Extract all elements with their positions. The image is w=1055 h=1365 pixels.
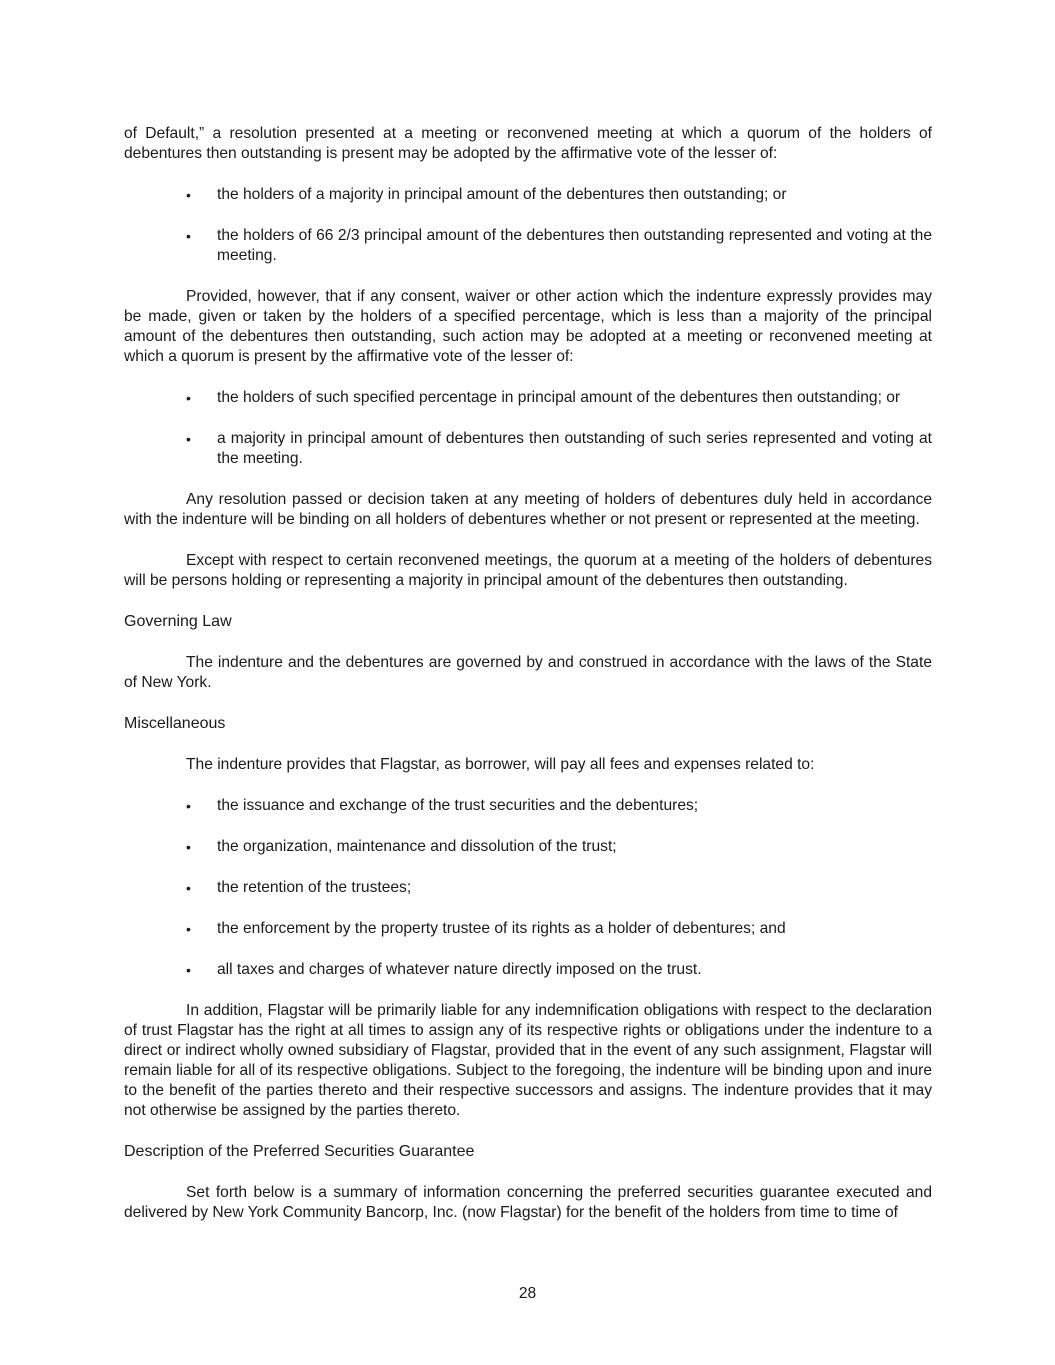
bullet-icon: • — [186, 228, 191, 244]
document-page — [124, 124, 932, 1223]
list-item: • the holders of such specified percentage in principal amount of the debentures then outstanding; or — [186, 389, 901, 406]
governing-law-heading: Governing Law — [124, 613, 232, 630]
bullet-icon: • — [186, 390, 191, 406]
miscellaneous-heading: Miscellaneous — [124, 715, 226, 732]
list-item: • the organization, maintenance and dissolution of the trust; — [186, 838, 617, 855]
binding-paragraph: Any resolution passed or decision taken at any meeting of holders of debentures duly held in accordance with the indenture will be binding on all holders of debentures whether or not present or represented at the meeting. — [124, 491, 932, 528]
bullet-icon: • — [186, 880, 191, 896]
bullet-icon: • — [186, 798, 191, 814]
fees-bullet-list — [124, 796, 932, 980]
proviso-paragraph: Provided, however, that if any consent, waiver or other action which the indenture expressly provides may be made, given or taken by the holders of a specified percentage, which is less than a majority of the principal amount of the debentures then outstanding, such action may be adopted at a meeting or reconvened meeting at which a quorum is present by the affirmative vote of the lesser of: — [124, 288, 932, 365]
intro-paragraph: of Default,” a resolution presented at a meeting or reconvened meeting at which a quorum of the holders of debentures then outstanding is present may be adopted by the affirmative vote of the lesser of: — [124, 125, 932, 162]
guarantee-heading: Description of the Preferred Securities Guarantee — [124, 1143, 475, 1160]
miscellaneous-paragraph: The indenture provides that Flagstar, as borrower, will pay all fees and expenses related to: — [186, 756, 815, 773]
bullet-icon: • — [186, 839, 191, 855]
governing-law-paragraph: The indenture and the debentures are governed by and construed in accordance with the laws of the State of New York. — [124, 654, 932, 691]
bullet-icon: • — [186, 921, 191, 937]
bullet-icon: • — [186, 962, 191, 978]
guarantee-paragraph: Set forth below is a summary of information concerning the preferred securities guarantee executed and delivered by New York Community Bancorp, Inc. (now Flagstar) for the benefit of the holders from time to time of — [124, 1184, 932, 1221]
list-item: • the holders of a majority in principal amount of the debentures then outstanding; or — [186, 186, 787, 203]
bullet-icon: • — [186, 187, 191, 203]
list-item: • the retention of the trustees; — [186, 879, 412, 896]
list-item: • the holders of 66 2/3 principal amount of the debentures then outstanding represented and voting at the meeting. — [186, 227, 932, 264]
intro-bullet-list — [124, 185, 932, 266]
bullet-icon: • — [186, 431, 191, 447]
page-number: 28 — [518, 1285, 537, 1302]
assignment-paragraph: In addition, Flagstar will be primarily liable for any indemnification obligations with respect to the declaration of trust Flagstar has the right at all times to assign any of its respective rights or obligations under the indenture to a direct or indirect wholly owned subsidiary of Flagstar, provided that in the event of any such assignment, Flagstar will remain liable for all of its respective obligations. Subject to the foregoing, the indenture will be binding upon and inure to the benefit of the parties thereto and their respective successors and assigns. The indenture provides that it may not otherwise be assigned by the parties thereto. — [124, 1002, 932, 1119]
proviso-bullet-list — [124, 388, 932, 469]
list-item: • all taxes and charges of whatever nature directly imposed on the trust. — [186, 961, 702, 978]
list-item: • the enforcement by the property trustee of its rights as a holder of debentures; and — [186, 920, 786, 937]
list-item: • the issuance and exchange of the trust securities and the debentures; — [186, 797, 699, 814]
quorum-paragraph: Except with respect to certain reconvened meetings, the quorum at a meeting of the holders of debentures will be persons holding or representing a majority in principal amount of the debentures then outstanding. — [124, 552, 932, 589]
list-item: • a majority in principal amount of debentures then outstanding of such series represented and voting at the meeting. — [186, 430, 932, 467]
